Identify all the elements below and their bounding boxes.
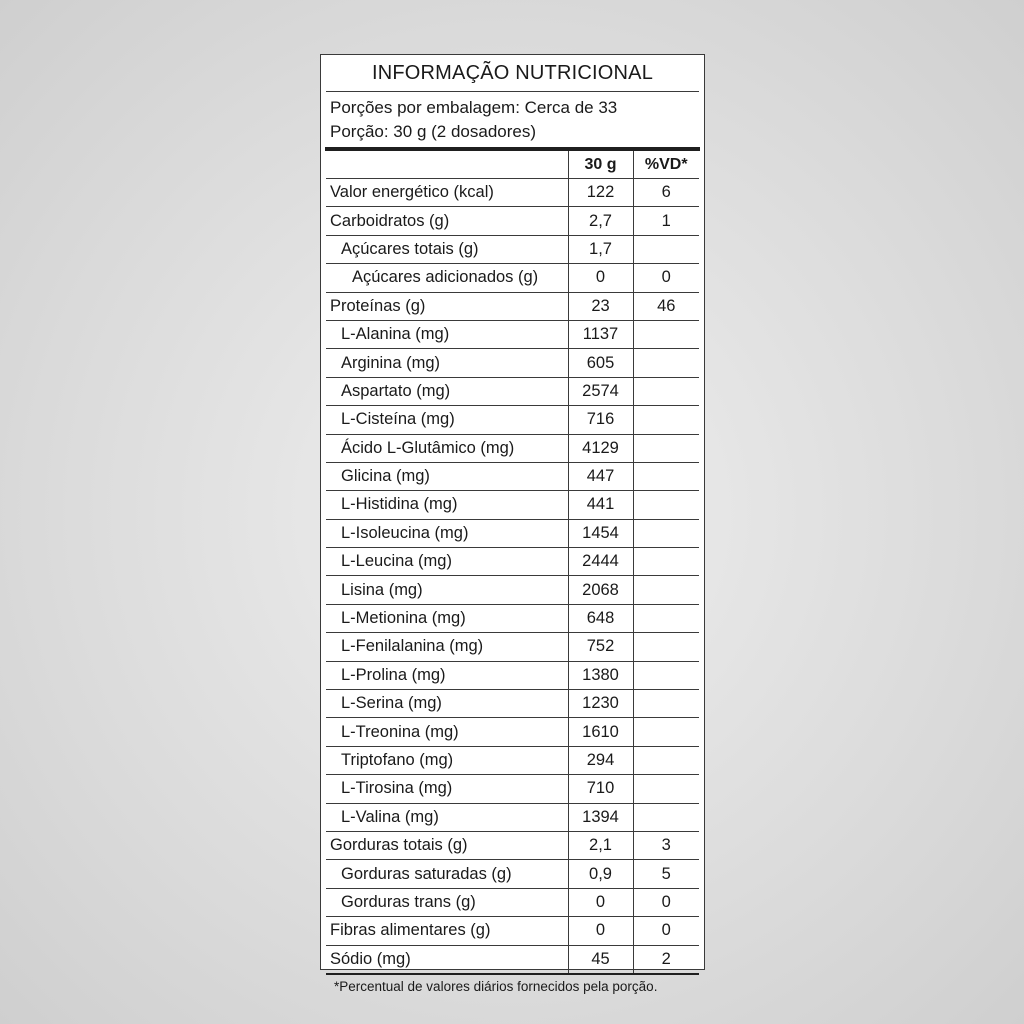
- table-row: [326, 803, 699, 831]
- table-row: [326, 917, 699, 945]
- nutrient-value: 2574: [568, 377, 633, 405]
- nutrition-facts-label: [320, 54, 705, 994]
- nutrient-daily-value: 3: [633, 831, 699, 859]
- table-row: [326, 690, 699, 718]
- nutrient-value: 1454: [568, 519, 633, 547]
- table-row: [326, 831, 699, 859]
- table-row: [326, 888, 699, 916]
- table-row: [326, 746, 699, 774]
- nutrient-name: Valor energético (kcal): [326, 179, 568, 207]
- nutrient-name: L-Alanina (mg): [326, 320, 568, 348]
- table-row: [326, 945, 699, 974]
- nutrient-name: Arginina (mg): [326, 349, 568, 377]
- nutrient-value: 648: [568, 604, 633, 632]
- nutrient-value: 0: [568, 264, 633, 292]
- nutrient-value: 447: [568, 462, 633, 490]
- nutrient-daily-value: [633, 633, 699, 661]
- nutrient-name: Carboidratos (g): [326, 207, 568, 235]
- nutrient-name: Gorduras trans (g): [326, 888, 568, 916]
- nutrient-name: Açúcares totais (g): [326, 235, 568, 263]
- nutrient-value: 294: [568, 746, 633, 774]
- nutrient-name: Fibras alimentares (g): [326, 917, 568, 945]
- table-row: [326, 264, 699, 292]
- nutrient-name: L-Valina (mg): [326, 803, 568, 831]
- nutrient-daily-value: [633, 320, 699, 348]
- nutrient-name: L-Prolina (mg): [326, 661, 568, 689]
- nutrient-daily-value: [633, 462, 699, 490]
- table-row: [326, 179, 699, 207]
- nutrient-value: 605: [568, 349, 633, 377]
- nutrient-value: 2,1: [568, 831, 633, 859]
- nutrient-value: 1137: [568, 320, 633, 348]
- nutrient-value: 1610: [568, 718, 633, 746]
- servings-per-package: Porções por embalagem: Cerca de 33: [330, 98, 618, 117]
- table-row: [326, 207, 699, 235]
- nutrient-name: L-Metionina (mg): [326, 604, 568, 632]
- table-row: [326, 860, 699, 888]
- table-row: [326, 320, 699, 348]
- table-row: [326, 235, 699, 263]
- label-title: INFORMAÇÃO NUTRICIONAL: [326, 55, 699, 92]
- nutrient-name: Lisina (mg): [326, 576, 568, 604]
- column-header-vd: %VD*: [633, 151, 699, 179]
- nutrient-daily-value: 1: [633, 207, 699, 235]
- nutrient-daily-value: [633, 519, 699, 547]
- table-row: [326, 434, 699, 462]
- nutrient-daily-value: [633, 718, 699, 746]
- nutrient-value: 441: [568, 491, 633, 519]
- nutrient-name: Glicina (mg): [326, 462, 568, 490]
- nutrient-name: L-Treonina (mg): [326, 718, 568, 746]
- nutrient-name: L-Histidina (mg): [326, 491, 568, 519]
- nutrient-daily-value: [633, 746, 699, 774]
- nutrient-value: 1230: [568, 690, 633, 718]
- nutrient-name: L-Serina (mg): [326, 690, 568, 718]
- nutrient-name: L-Leucina (mg): [326, 548, 568, 576]
- nutrient-value: 23: [568, 292, 633, 320]
- nutrient-value: 0: [568, 888, 633, 916]
- nutrient-value: 2,7: [568, 207, 633, 235]
- table-row: [326, 576, 699, 604]
- serving-size: Porção: 30 g (2 dosadores): [330, 122, 537, 141]
- nutrient-daily-value: [633, 349, 699, 377]
- footnote: *Percentual de valores diários fornecidos pela porção.: [334, 978, 658, 994]
- table-row: [326, 292, 699, 320]
- nutrient-daily-value: [633, 604, 699, 632]
- nutrient-value: 0: [568, 917, 633, 945]
- nutrient-name: Açúcares adicionados (g): [326, 264, 568, 292]
- nutrient-value: 1380: [568, 661, 633, 689]
- nutrient-daily-value: [633, 434, 699, 462]
- nutrient-value: 45: [568, 945, 633, 974]
- nutrient-daily-value: [633, 690, 699, 718]
- nutrient-name: L-Tirosina (mg): [326, 775, 568, 803]
- nutrient-daily-value: [633, 661, 699, 689]
- nutrient-value: 752: [568, 633, 633, 661]
- nutrient-value: 716: [568, 406, 633, 434]
- table-row: [326, 604, 699, 632]
- column-header-portion: 30 g: [568, 151, 633, 179]
- nutrient-name: L-Isoleucina (mg): [326, 519, 568, 547]
- table-header-row: [326, 151, 699, 179]
- table-row: [326, 406, 699, 434]
- column-header-name: [326, 151, 568, 179]
- nutrient-daily-value: [633, 406, 699, 434]
- nutrient-name: Gorduras saturadas (g): [326, 860, 568, 888]
- nutrient-value: 2068: [568, 576, 633, 604]
- nutrient-daily-value: 6: [633, 179, 699, 207]
- nutrient-daily-value: [633, 377, 699, 405]
- nutrient-daily-value: 0: [633, 888, 699, 916]
- table-row: [326, 775, 699, 803]
- nutrient-name: Gorduras totais (g): [326, 831, 568, 859]
- nutrient-daily-value: 5: [633, 860, 699, 888]
- nutrient-name: Ácido L-Glutâmico (mg): [326, 434, 568, 462]
- nutrient-value: 710: [568, 775, 633, 803]
- table-row: [326, 377, 699, 405]
- nutrient-value: 2444: [568, 548, 633, 576]
- nutrient-name: Triptofano (mg): [326, 746, 568, 774]
- nutrient-daily-value: [633, 491, 699, 519]
- nutrient-value: 1,7: [568, 235, 633, 263]
- table-row: [326, 718, 699, 746]
- serving-info: [326, 92, 699, 147]
- table-row: [326, 548, 699, 576]
- nutrient-value: 122: [568, 179, 633, 207]
- nutrient-daily-value: 46: [633, 292, 699, 320]
- nutrient-value: 4129: [568, 434, 633, 462]
- nutrient-daily-value: [633, 803, 699, 831]
- nutrient-daily-value: 0: [633, 264, 699, 292]
- nutrition-table: [326, 151, 699, 975]
- nutrient-daily-value: [633, 775, 699, 803]
- nutrient-value: 1394: [568, 803, 633, 831]
- table-row: [326, 491, 699, 519]
- nutrient-daily-value: [633, 548, 699, 576]
- nutrient-daily-value: [633, 235, 699, 263]
- table-row: [326, 519, 699, 547]
- nutrient-value: 0,9: [568, 860, 633, 888]
- nutrient-daily-value: 2: [633, 945, 699, 974]
- nutrient-name: Sódio (mg): [326, 945, 568, 974]
- table-row: [326, 349, 699, 377]
- table-row: [326, 633, 699, 661]
- nutrient-daily-value: 0: [633, 917, 699, 945]
- nutrient-name: L-Cisteína (mg): [326, 406, 568, 434]
- nutrient-daily-value: [633, 576, 699, 604]
- table-row: [326, 462, 699, 490]
- nutrient-name: Aspartato (mg): [326, 377, 568, 405]
- nutrient-name: L-Fenilalanina (mg): [326, 633, 568, 661]
- nutrient-name: Proteínas (g): [326, 292, 568, 320]
- table-row: [326, 661, 699, 689]
